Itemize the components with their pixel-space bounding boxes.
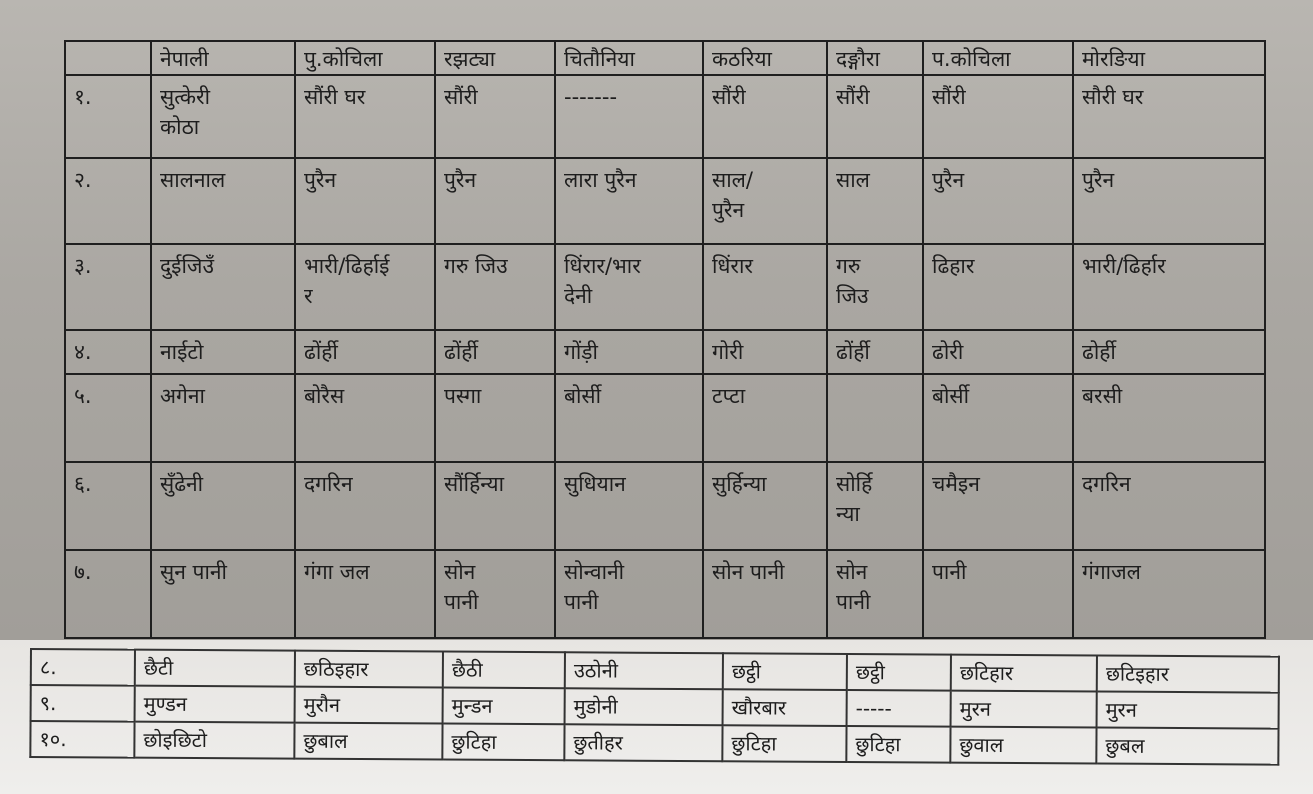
table-cell: मुरन — [1097, 692, 1279, 729]
header-cell: चितौनिया — [555, 41, 703, 75]
table-cell: सालनाल — [151, 158, 295, 244]
table-cell: गंगाजल — [1073, 550, 1265, 638]
header-cell: रझट्या — [435, 41, 555, 75]
table-cell: साल/ पुरैन — [703, 158, 827, 244]
table-cell: सोन पानी — [827, 550, 923, 638]
table-cell: भारी/ढिर्हार — [1073, 244, 1265, 330]
table-cell: बोर्सी — [555, 374, 703, 462]
table-cell: छुबल — [1096, 728, 1278, 765]
table-cell: सौंरी — [923, 75, 1073, 158]
table-cell: टप्टा — [703, 374, 827, 462]
table-cell: ७. — [65, 550, 151, 638]
table-cell: १. — [65, 75, 151, 158]
vocabulary-table-continued — [29, 648, 1280, 766]
table-cell: साल — [827, 158, 923, 244]
table-row — [65, 158, 1265, 244]
table-cell: ढोर्ही — [1073, 330, 1265, 374]
table-cell: छैठी — [443, 652, 565, 689]
table-row — [65, 550, 1265, 638]
table-row — [65, 330, 1265, 374]
table-cell: ढिहार — [923, 244, 1073, 330]
table-cell: छैटी — [135, 650, 295, 687]
table-cell: ६. — [65, 462, 151, 550]
table-cell: पुरैन — [435, 158, 555, 244]
table-cell: गरु जिउ — [435, 244, 555, 330]
table-cell — [827, 374, 923, 462]
table-cell: छुटिहा — [722, 725, 846, 762]
header-cell: दङ्गौरा — [827, 41, 923, 75]
table-row — [65, 75, 1265, 158]
table-cell: गरु जिउ — [827, 244, 923, 330]
vocabulary-table — [64, 40, 1266, 639]
table-cell: धिंरार/भार देनी — [555, 244, 703, 330]
table-cell: छोइछिटो — [134, 722, 294, 759]
header-cell: पु.कोचिला — [295, 41, 435, 75]
table-cell: पुरैन — [923, 158, 1073, 244]
table-cell: खौरबार — [723, 689, 847, 726]
table-cell: छुतीहर — [564, 724, 722, 761]
header-cell: प.कोचिला — [923, 41, 1073, 75]
table-cell: ८. — [31, 649, 135, 686]
table-cell: सुत्केरी कोठा — [151, 75, 295, 158]
table-cell: ------- — [555, 75, 703, 158]
table-cell: दुईजिउँ — [151, 244, 295, 330]
table-cell: अगेना — [151, 374, 295, 462]
table-cell: लारा पुरैन — [555, 158, 703, 244]
table-cell: पुरैन — [295, 158, 435, 244]
table-cell: बोर्सी — [923, 374, 1073, 462]
table-cell: ढोंर्ही — [827, 330, 923, 374]
table-cell: मुरौन — [295, 687, 443, 724]
table-cell: सौंरी — [703, 75, 827, 158]
table-cell: १०. — [30, 721, 134, 758]
header-cell: नेपाली — [151, 41, 295, 75]
table-cell: २. — [65, 158, 151, 244]
table-row — [65, 462, 1265, 550]
table-cell: सौंरी घर — [295, 75, 435, 158]
table-cell: सोन पानी — [703, 550, 827, 638]
table-cell: मुण्डन — [135, 686, 295, 723]
table-cell: सुर्हिन्या — [703, 462, 827, 550]
table-cell: बरसी — [1073, 374, 1265, 462]
table-cell: ----- — [847, 690, 951, 727]
table-cell: छुटिहा — [442, 724, 564, 761]
table-cell: ५. — [65, 374, 151, 462]
table-cell: छुवाल — [950, 727, 1096, 764]
table-cell: पस्गा — [435, 374, 555, 462]
table-cell: छुबाल — [294, 723, 442, 760]
table-cell: मुडोनी — [565, 688, 723, 725]
table-cell: ४. — [65, 330, 151, 374]
table-cell: पानी — [923, 550, 1073, 638]
table-cell: चमैइन — [923, 462, 1073, 550]
table-header-row — [65, 41, 1265, 75]
table-cell: मुन्डन — [443, 688, 565, 725]
table-cell: सौंर्हिन्या — [435, 462, 555, 550]
table-cell: छट्ठी — [847, 654, 951, 691]
table-cell: ढोंर्ही — [435, 330, 555, 374]
table-cell: मुरन — [951, 691, 1097, 728]
table-cell: सोर्हि न्या — [827, 462, 923, 550]
header-cell: मोरङिया — [1073, 41, 1265, 75]
table-cell: सौरी घर — [1073, 75, 1265, 158]
table-cell: सोन पानी — [435, 550, 555, 638]
table-cell: भारी/ढिर्हाई र — [295, 244, 435, 330]
table-cell: ३. — [65, 244, 151, 330]
table-cell: उठोनी — [565, 652, 723, 689]
table-cell: पुरैन — [1073, 158, 1265, 244]
table-cell: सुन पानी — [151, 550, 295, 638]
table-cell: सोन्वानी पानी — [555, 550, 703, 638]
table-cell: गोरी — [703, 330, 827, 374]
table-cell: नाईटो — [151, 330, 295, 374]
table-cell: सौंरी — [435, 75, 555, 158]
table-cell: सुँढेनी — [151, 462, 295, 550]
table-cell: ढोंर्ही — [295, 330, 435, 374]
table-cell: सुधियान — [555, 462, 703, 550]
table-row — [30, 721, 1278, 765]
table-cell: गोंड़ी — [555, 330, 703, 374]
header-cell: कठरिया — [703, 41, 827, 75]
table-cell: छुटिहा — [846, 726, 950, 763]
table-row — [65, 244, 1265, 330]
table-cell: दगरिन — [1073, 462, 1265, 550]
table-cell: छटिहार — [951, 655, 1097, 692]
table-cell: बोरैस — [295, 374, 435, 462]
table-cell: छट्ठी — [723, 653, 847, 690]
table-cell: गंगा जल — [295, 550, 435, 638]
table-cell: छटिइहार — [1097, 656, 1279, 693]
table-cell: धिंरार — [703, 244, 827, 330]
table-cell: ढोरी — [923, 330, 1073, 374]
table-cell: ९. — [31, 685, 135, 722]
table-cell: सौंरी — [827, 75, 923, 158]
table-row — [65, 374, 1265, 462]
header-cell — [65, 41, 151, 75]
table-cell: छठिइहार — [295, 651, 443, 688]
table-cell: दगरिन — [295, 462, 435, 550]
